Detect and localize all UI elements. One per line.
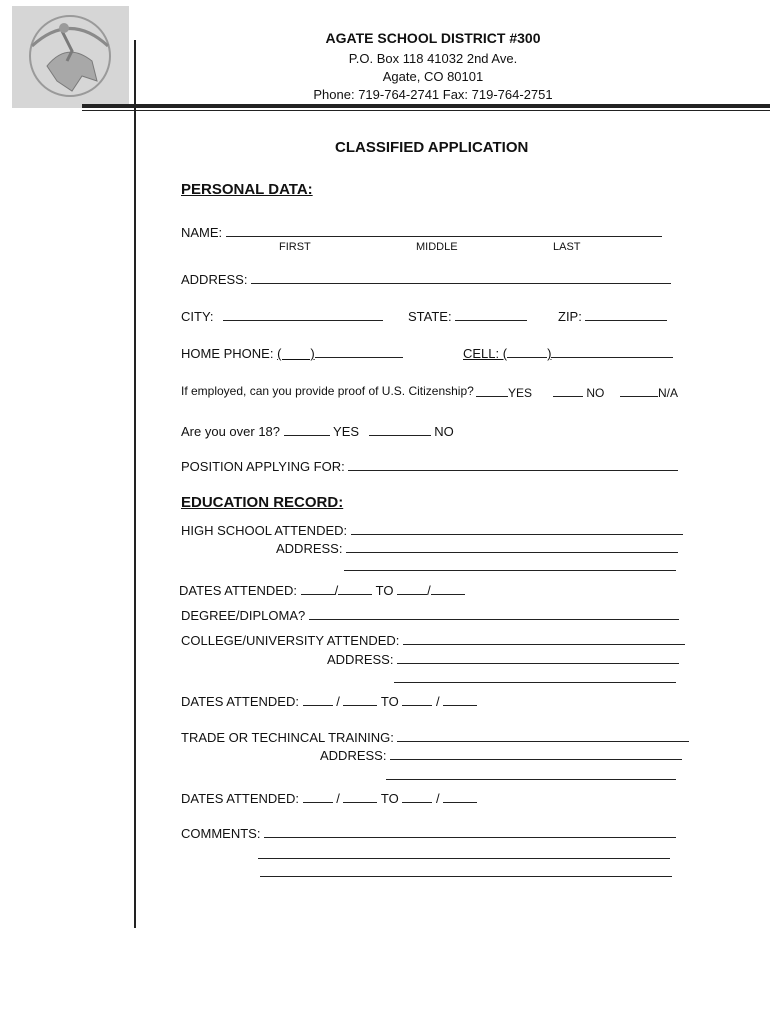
left-margin-rule — [134, 40, 136, 928]
hs-dates-to-month[interactable] — [397, 582, 427, 595]
college-address-row — [327, 651, 679, 667]
cell-label: CELL: ( — [463, 346, 508, 361]
cell-row — [463, 345, 673, 361]
degree-row — [181, 607, 679, 623]
home-phone-area-code: ( ) — [277, 346, 315, 361]
hs-dates-slash-1: / — [334, 583, 339, 598]
citizenship-yes-label: YES — [508, 386, 533, 400]
header-rule-thick — [82, 104, 770, 108]
college-dates-slash-1: / — [336, 694, 340, 709]
trade-row — [181, 729, 689, 745]
over-18-question: Are you over 18? — [181, 424, 281, 439]
name-row — [181, 224, 662, 240]
high-school-row — [181, 522, 683, 538]
trade-address-field[interactable] — [390, 747, 682, 760]
college-address-label: ADDRESS: — [327, 652, 394, 667]
position-row — [181, 458, 678, 474]
college-address-line-2 — [394, 670, 676, 686]
address-field[interactable] — [251, 271, 671, 284]
high-school-label: HIGH SCHOOL ATTENDED: — [181, 523, 348, 538]
hs-dates-to: TO — [375, 583, 394, 598]
address-label: ADDRESS: — [181, 272, 248, 287]
home-phone-label: HOME PHONE: — [181, 346, 274, 361]
citizenship-na-label: N/A — [658, 386, 679, 400]
citizenship-no-label: NO — [586, 386, 605, 400]
high-school-field[interactable] — [351, 522, 683, 535]
city-field[interactable] — [223, 308, 383, 321]
trade-label: TRADE OR TECHINCAL TRAINING: — [181, 730, 394, 745]
zip-label: ZIP: — [558, 309, 582, 324]
address-row — [181, 271, 671, 287]
education-heading: EDUCATION RECORD: — [181, 494, 344, 511]
citizenship-no-field[interactable] — [553, 384, 583, 397]
hs-dates-from-month[interactable] — [301, 582, 335, 595]
college-dates-to: TO — [380, 694, 399, 709]
college-address-field-2[interactable] — [394, 670, 676, 683]
college-dates-from-year[interactable] — [343, 693, 377, 706]
home-phone-field[interactable] — [315, 345, 403, 358]
over-18-no-field[interactable] — [369, 423, 431, 436]
college-dates-from-month[interactable] — [303, 693, 333, 706]
high-school-address-label: ADDRESS: — [276, 541, 343, 556]
trade-dates-from-month[interactable] — [303, 790, 333, 803]
citizenship-no — [553, 384, 604, 400]
zip-field[interactable] — [585, 308, 667, 321]
header-rule-thin — [82, 110, 770, 111]
trade-dates-label: DATES ATTENDED: — [181, 791, 299, 806]
trade-dates-from-year[interactable] — [343, 790, 377, 803]
trade-dates-to-month[interactable] — [402, 790, 432, 803]
citizenship-question: If employed, can you provide proof of U.S. Citizenship? — [181, 384, 474, 398]
degree-field[interactable] — [309, 607, 679, 620]
state-label: STATE: — [408, 309, 452, 324]
college-address-field[interactable] — [397, 651, 679, 664]
citizenship-na-field[interactable] — [620, 384, 658, 397]
over-18-yes-label: YES — [333, 424, 360, 439]
form-title: CLASSIFIED APPLICATION — [335, 139, 529, 156]
citizenship-row — [181, 384, 474, 398]
trade-address-label: ADDRESS: — [320, 748, 387, 763]
over-18-row — [181, 423, 454, 439]
name-last-caption: LAST — [553, 241, 581, 253]
comments-line-2 — [258, 846, 670, 862]
district-address-line-2: Agate, CO 80101 — [382, 69, 484, 84]
hs-dates-row — [179, 582, 465, 598]
trade-address-field-2[interactable] — [386, 767, 676, 780]
comments-label: COMMENTS: — [181, 826, 261, 841]
high-school-address-row — [276, 540, 678, 556]
district-logo — [12, 6, 129, 108]
high-school-address-field-2[interactable] — [344, 558, 676, 571]
college-dates-row — [181, 693, 477, 709]
over-18-no-label: NO — [434, 424, 454, 439]
trade-address-line-2 — [386, 767, 676, 783]
personal-data-heading: PERSONAL DATA: — [181, 181, 313, 198]
district-name: AGATE SCHOOL DISTRICT #300 — [325, 30, 541, 46]
trade-field[interactable] — [397, 729, 689, 742]
city-row — [181, 308, 383, 324]
college-label: COLLEGE/UNIVERSITY ATTENDED: — [181, 633, 400, 648]
college-row — [181, 632, 685, 648]
college-dates-to-year[interactable] — [443, 693, 477, 706]
over-18-yes-field[interactable] — [284, 423, 330, 436]
hs-dates-to-year[interactable] — [431, 582, 465, 595]
trade-dates-to: TO — [380, 791, 399, 806]
district-address-line-1: P.O. Box 118 41032 2nd Ave. — [348, 51, 518, 66]
college-field[interactable] — [403, 632, 685, 645]
college-dates-slash-2: / — [435, 694, 440, 709]
name-field[interactable] — [226, 224, 662, 237]
trade-address-row — [320, 747, 682, 763]
trade-dates-slash-2: / — [435, 791, 440, 806]
hs-dates-from-year[interactable] — [338, 582, 372, 595]
hs-dates-label: DATES ATTENDED: — [179, 583, 297, 598]
state-row — [408, 308, 527, 324]
city-label: CITY: — [181, 309, 214, 324]
citizenship-yes-field[interactable] — [476, 384, 508, 397]
name-label: NAME: — [181, 225, 223, 240]
trade-dates-to-year[interactable] — [443, 790, 477, 803]
name-middle-caption: MIDDLE — [416, 241, 458, 253]
bull-rider-logo-icon — [12, 6, 129, 108]
cell-field[interactable] — [551, 345, 673, 358]
district-phone-fax: Phone: 719-764-2741 Fax: 719-764-2751 — [313, 87, 553, 102]
college-dates-label: DATES ATTENDED: — [181, 694, 299, 709]
college-dates-to-month[interactable] — [402, 693, 432, 706]
cell-close-paren: ) — [547, 346, 552, 361]
high-school-address-field[interactable] — [346, 540, 678, 553]
hs-dates-slash-2: / — [427, 583, 431, 598]
trade-dates-slash-1: / — [336, 791, 340, 806]
comments-line-3 — [260, 864, 672, 880]
comments-field-2[interactable] — [258, 846, 670, 859]
name-first-caption: FIRST — [279, 241, 311, 253]
cell-area-code-field[interactable] — [507, 345, 547, 358]
state-field[interactable] — [455, 308, 527, 321]
trade-dates-row — [181, 790, 477, 806]
comments-row — [181, 825, 676, 841]
comments-field[interactable] — [264, 825, 676, 838]
home-phone-row — [181, 345, 403, 361]
position-field[interactable] — [348, 458, 678, 471]
position-label: POSITION APPLYING FOR: — [181, 459, 345, 474]
high-school-address-line-2 — [344, 558, 676, 574]
comments-field-3[interactable] — [260, 864, 672, 877]
citizenship-na — [620, 384, 678, 400]
citizenship-yes — [476, 384, 532, 400]
zip-row — [558, 308, 667, 324]
degree-label: DEGREE/DIPLOMA? — [181, 608, 306, 623]
